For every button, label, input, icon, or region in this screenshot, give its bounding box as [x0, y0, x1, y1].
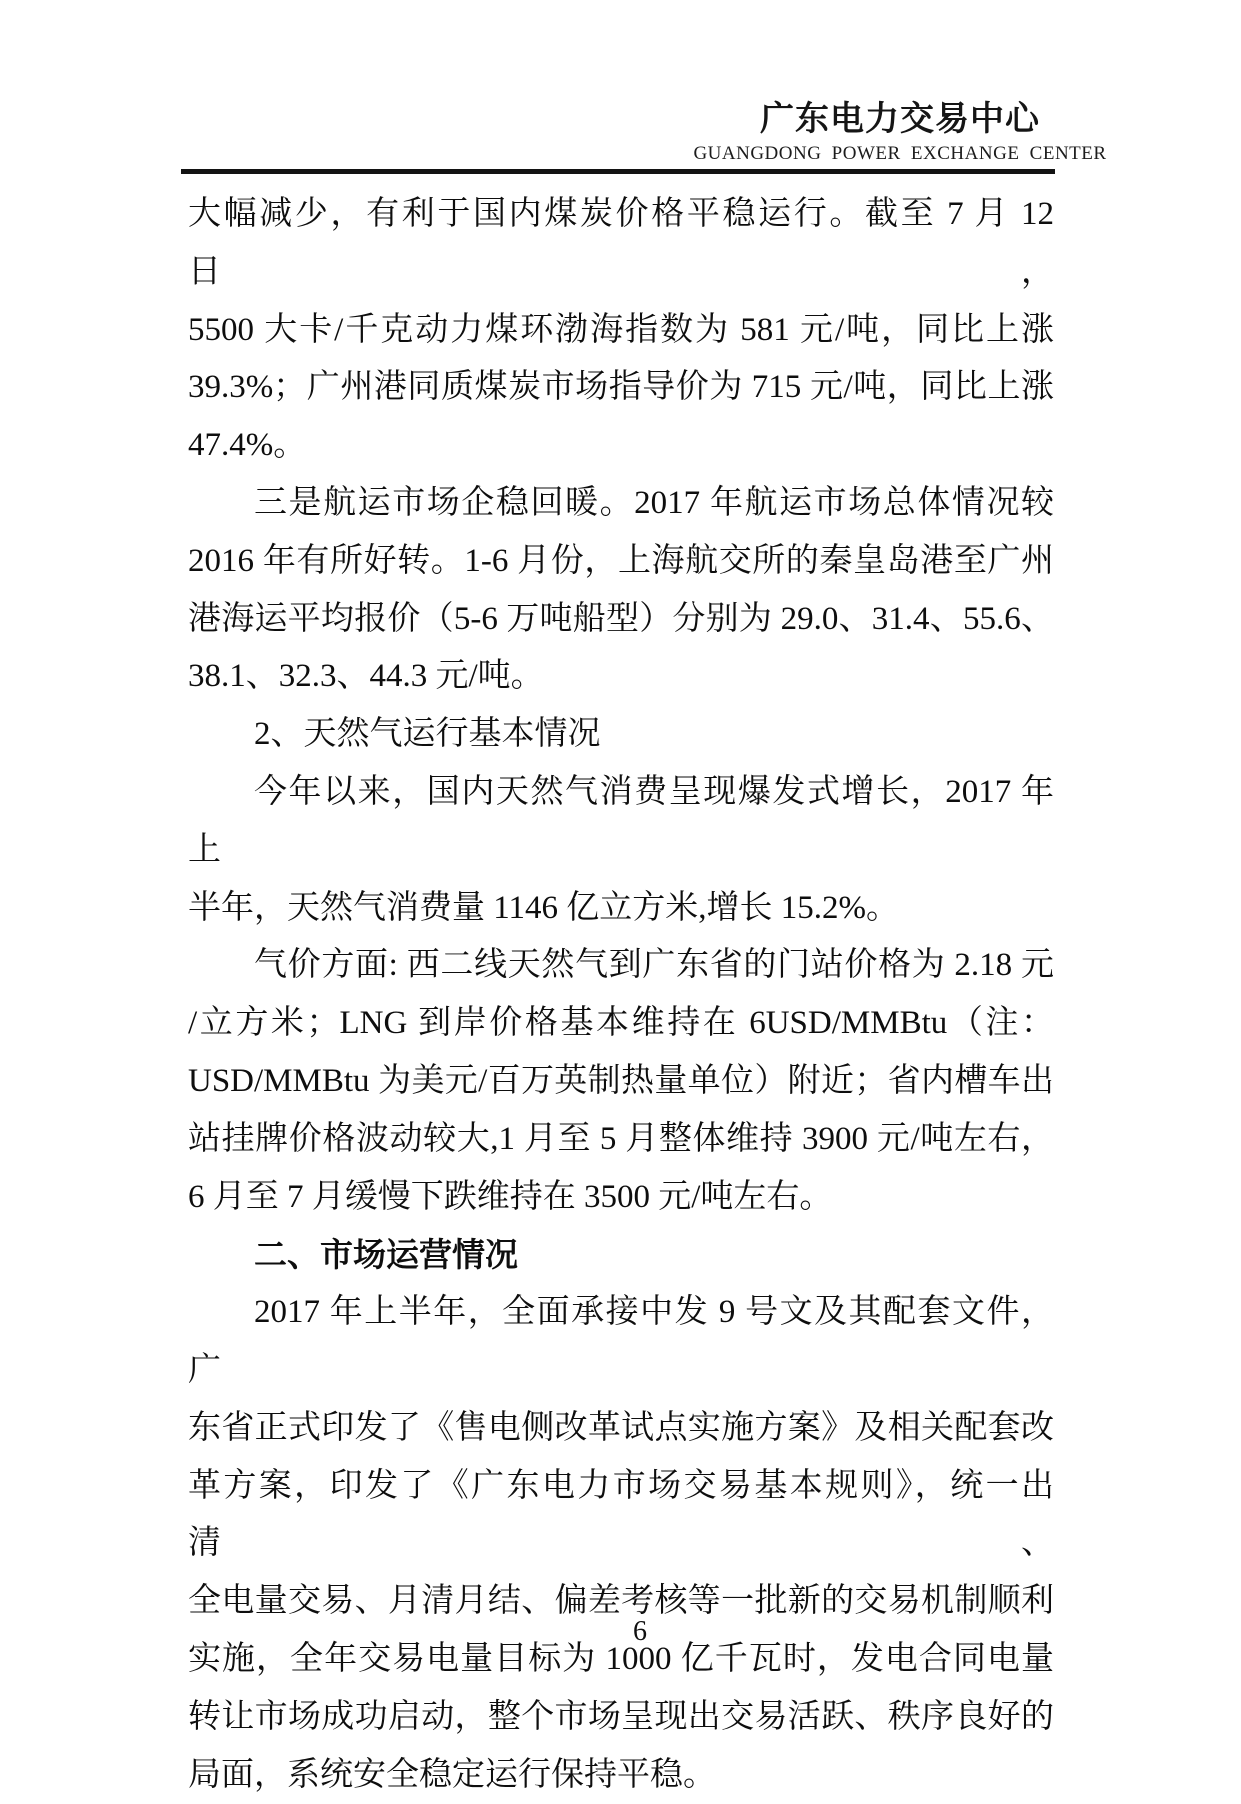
text-line: 港海运平均报价（5-6 万吨船型）分别为 29.0、31.4、55.6、: [188, 600, 1054, 637]
text-line: 38.1、32.3、44.3 元/吨。: [188, 658, 544, 695]
text-line: 半年，天然气消费量 1146 亿立方米,增长 15.2%。: [188, 889, 900, 926]
text-line: 2017 年上半年，全面承接中发 9 号文及其配套文件，广: [188, 1294, 1054, 1388]
brand-subtitle: GUANGDONG POWER EXCHANGE CENTER: [693, 143, 1107, 164]
subsection-heading: 2、天然气运行基本情况: [254, 716, 601, 753]
text-line: 39.3%；广州港同质煤炭市场指导价为 715 元/吨，同比上涨: [188, 369, 1054, 406]
text-line: USD/MMBtu 为美元/百万英制热量单位）附近；省内槽车出: [188, 1062, 1054, 1099]
text-line: 气价方面: 西二线天然气到广东省的门站价格为 2.18 元: [254, 947, 1054, 984]
document-body: [188, 186, 1054, 1804]
text-line: 6 月至 7 月缓慢下跌维持在 3500 元/吨左右。: [188, 1178, 833, 1215]
text-line: 全电量交易、月清月结、偏差考核等一批新的交易机制顺利: [188, 1583, 1054, 1620]
text-line: 革方案，印发了《广东电力市场交易基本规则》，统一出清、: [188, 1467, 1054, 1562]
text-line: 实施，全年交易电量目标为 1000 亿千瓦时，发电合同电量: [188, 1640, 1054, 1677]
text-line: 5500 大卡/千克动力煤环渤海指数为 581 元/吨，同比上涨: [188, 311, 1054, 348]
page-number: 6: [633, 1616, 647, 1647]
text-line: 47.4%。: [188, 427, 307, 464]
text-line: 站挂牌价格波动较大,1 月至 5 月整体维持 3900 元/吨左右，: [188, 1120, 1054, 1157]
text-line: 局面，系统安全稳定运行保持平稳。: [188, 1756, 716, 1793]
text-line: 东省正式印发了《售电侧改革试点实施方案》及相关配套改: [188, 1409, 1054, 1446]
brand-title: 广东电力交易中心: [760, 100, 1040, 138]
text-line: 2016 年有所好转。1-6 月份，上海航交所的秦皇岛港至广州: [188, 542, 1054, 579]
header-logo: [560, 100, 1240, 165]
header-rule: [181, 169, 1055, 174]
text-line: 三是航运市场企稳回暖。2017 年航运市场总体情况较: [254, 484, 1054, 521]
section-heading: 二、市场运营情况: [254, 1236, 518, 1274]
text-line: 大幅减少，有利于国内煤炭价格平稳运行。截至 7 月 12 日，: [188, 196, 1054, 290]
text-line: 转让市场成功启动，整个市场呈现出交易活跃、秩序良好的: [188, 1698, 1054, 1735]
text-line: /立方米；LNG 到岸价格基本维持在 6USD/MMBtu（注：: [188, 1005, 1054, 1042]
text-line: 今年以来，国内天然气消费呈现爆发式增长，2017 年上: [188, 773, 1054, 868]
